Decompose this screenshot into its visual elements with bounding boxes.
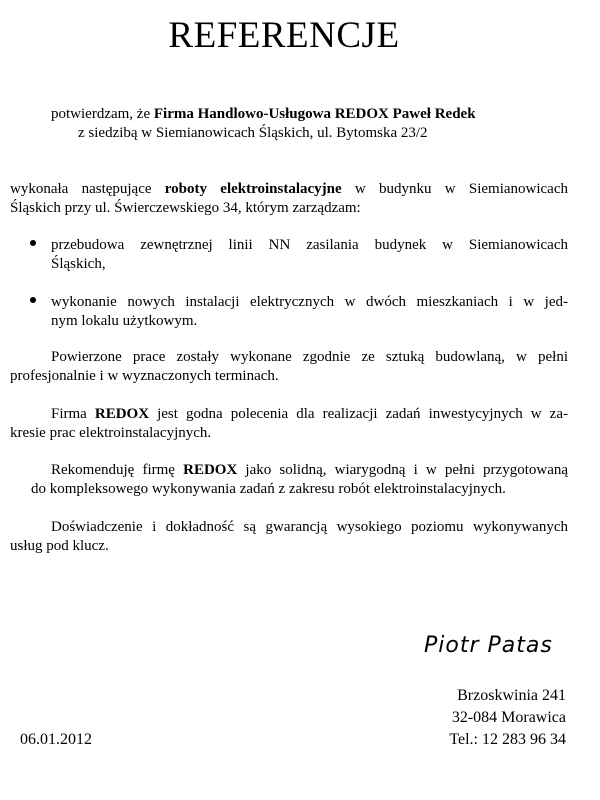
intro-text: potwierdzam, że <box>51 106 154 122</box>
signature: Piotr Patas <box>424 633 553 658</box>
p3-bold: REDOX <box>94 406 150 422</box>
address-phone: Tel.: 12 283 96 34 <box>449 731 566 748</box>
paragraph-5-line-2: usług pod klucz. <box>10 538 109 554</box>
paragraph-2-line-1: Powierzone prace zostały wykonane zgodnie ze sztuką budowlaną, w pełni <box>51 349 568 365</box>
document-date: 06.01.2012 <box>20 731 92 748</box>
intro-line-2: z siedzibą w Siemianowicach Śląskich, ul. Bytomska 23/2 <box>78 125 428 141</box>
p3-text: Firma <box>51 406 95 422</box>
bullet-1-line-1: przebudowa zewnętrznej linii NN zasilania budynek w Siemianowicach <box>51 237 568 253</box>
bullet-icon <box>30 240 36 246</box>
address-street: Brzoskwinia 241 <box>457 687 566 704</box>
paragraph-5-line-1: Doświadczenie i dokładność są gwarancją wysokiego poziomu wykonywanych <box>51 519 568 535</box>
paragraph-1-line-2: Śląskich przy ul. Świerczewskiego 34, którym zarządzam: <box>10 200 361 216</box>
paragraph-2-line-2: profesjonalnie i w wyznaczonych terminach. <box>10 368 279 384</box>
p4-text-end: jako solidną, wiarygodną i w pełni przygotowaną <box>237 462 569 478</box>
paragraph-1-line-1 <box>10 179 568 199</box>
paragraph-3-line-1 <box>51 404 568 424</box>
p1-text-end: w budynku w Siemianowicach <box>341 181 568 197</box>
address-postal: 32-084 Morawica <box>451 709 566 726</box>
bullet-icon <box>30 297 36 303</box>
p4-bold: REDOX <box>183 462 238 478</box>
bullet-2-line-1: wykonanie nowych instalacji elektrycznych w dwóch mieszkaniach i w jed- <box>51 294 568 310</box>
p1-bold: roboty elektroinstalacyjne <box>164 181 342 197</box>
company-name: Firma Handlowo-Usługowa REDOX Paweł Redek <box>153 106 476 122</box>
p3-text-end: jest godna polecenia dla realizacji zadań inwestycyjnych w za- <box>149 406 568 422</box>
page-title: REFERENCJE <box>168 15 400 56</box>
paragraph-3-line-2: kresie prac elektroinstalacyjnych. <box>10 425 212 441</box>
bullet-1-line-2: Śląskich, <box>51 256 106 272</box>
paragraph-4-line-2: do kompleksowego wykonywania zadań z zakresu robót elektroinstalacyjnych. <box>31 481 506 497</box>
p1-text: wykonała następujące <box>10 181 165 197</box>
p4-text: Rekomenduję firmę <box>51 462 184 478</box>
paragraph-4-line-1 <box>51 460 568 480</box>
bullet-2-line-2: nym lokalu użytkowym. <box>51 313 198 329</box>
intro-line-1 <box>51 104 476 124</box>
